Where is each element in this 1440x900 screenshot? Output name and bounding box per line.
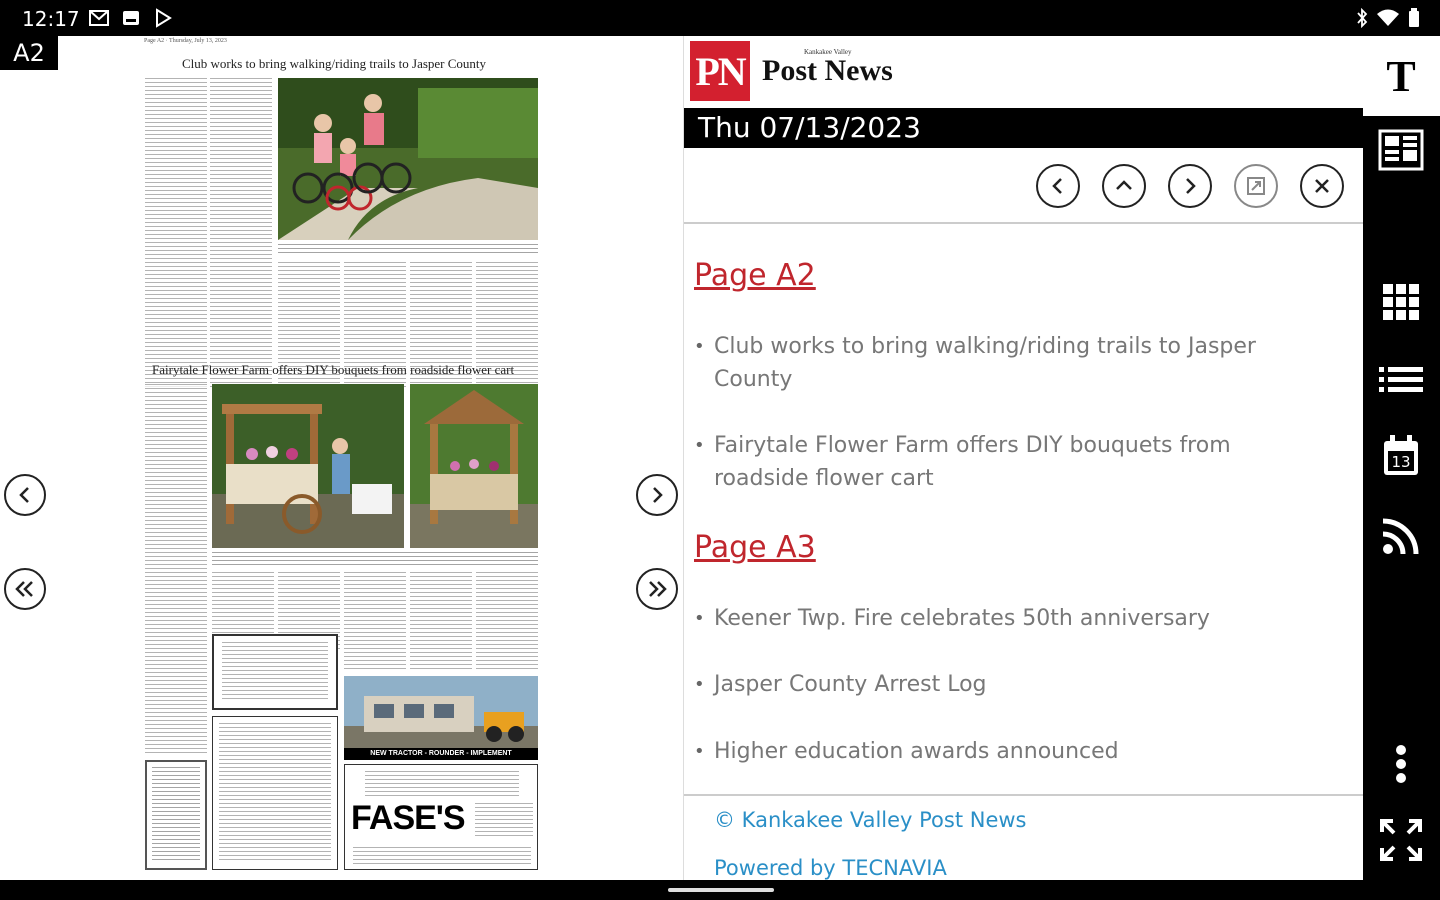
- article-text-column: [210, 78, 272, 390]
- photo-flower-cart-woman[interactable]: [212, 384, 404, 548]
- article-text-column: [145, 384, 207, 754]
- text-size-button[interactable]: [1377, 50, 1425, 102]
- toc-article-link[interactable]: • Club works to bring walking/riding trails to Jasper County: [714, 330, 1314, 396]
- more-vert-icon: [1395, 744, 1407, 784]
- image-icon: [120, 8, 142, 28]
- toc-article-link[interactable]: • Keener Twp. Fire celebrates 50th anniversary: [714, 602, 1314, 635]
- fullscreen-icon: [1379, 818, 1423, 862]
- resize-icon: [1245, 175, 1267, 197]
- newspaper-headline-flower-farm[interactable]: Fairytale Flower Farm offers DIY bouquets from roadside flower cart: [152, 362, 515, 377]
- next-page-button[interactable]: [636, 474, 678, 516]
- previous-icon: [1048, 176, 1068, 196]
- calendar-button[interactable]: [1377, 432, 1425, 480]
- calendar-day: 13: [1391, 453, 1411, 471]
- up-button[interactable]: [1102, 164, 1146, 208]
- ad-banner: NEW TRACTOR - ROUNDER - IMPLEMENT: [344, 748, 538, 760]
- photo-caption: [212, 552, 538, 566]
- close-icon: [1312, 176, 1332, 196]
- right-rail: [1363, 36, 1440, 880]
- clock: 12:17: [22, 7, 80, 31]
- article-text-column: [145, 78, 207, 390]
- photo-caption: [278, 244, 538, 256]
- calendar-icon: [1381, 433, 1421, 479]
- newspaper-headline-trails[interactable]: Club works to bring walking/riding trails to Jasper County: [182, 56, 487, 71]
- ad-notice-box[interactable]: [212, 716, 338, 870]
- last-page-button[interactable]: [636, 568, 678, 610]
- double-chevron-left-icon: [13, 579, 37, 599]
- powered-by-link[interactable]: Powered by TECNAVIA: [714, 856, 947, 880]
- ad-fases[interactable]: [344, 764, 538, 870]
- newspaper-view-icon: [1378, 127, 1424, 173]
- edition-date: Thu 07/13/2023: [684, 108, 1364, 148]
- logo-mark: PN: [690, 41, 750, 101]
- toc-article-link[interactable]: • Higher education awards announced: [714, 735, 1314, 768]
- photo-dealership[interactable]: [344, 676, 538, 748]
- list-icon: [1379, 365, 1423, 395]
- previous-button[interactable]: [1036, 164, 1080, 208]
- text-size-icon: T: [1386, 51, 1416, 101]
- home-gesture-handle[interactable]: [668, 888, 774, 892]
- table-of-contents-panel: [683, 36, 1363, 880]
- ad-service-box[interactable]: [212, 634, 338, 710]
- copyright-link[interactable]: © Kankakee Valley Post News: [714, 808, 1027, 832]
- toc-page-link[interactable]: Page A3: [694, 530, 816, 565]
- ad-small-box[interactable]: [145, 760, 207, 870]
- chevron-left-icon: [15, 485, 35, 505]
- battery-icon: [1408, 8, 1420, 33]
- photo-family-biking[interactable]: [278, 78, 538, 240]
- fullscreen-button[interactable]: [1377, 816, 1425, 864]
- page-badge: A2: [0, 36, 58, 70]
- chevron-right-icon: [647, 485, 667, 505]
- ad-fases-logo: FASE'S: [351, 799, 465, 837]
- bluetooth-icon: [1356, 8, 1368, 33]
- panel-footer: [684, 794, 1364, 880]
- page-view-button[interactable]: [1377, 126, 1425, 174]
- previous-page-button[interactable]: [4, 474, 46, 516]
- status-bar: [0, 0, 1440, 36]
- toc-article-link[interactable]: • Fairytale Flower Farm offers DIY bouquets from roadside flower cart: [714, 429, 1314, 495]
- article-toolbar: [684, 148, 1364, 224]
- rss-icon: [1381, 516, 1421, 556]
- toc-article-link[interactable]: • Jasper County Arrest Log: [714, 668, 1314, 701]
- next-button[interactable]: [1168, 164, 1212, 208]
- grid-view-button[interactable]: [1377, 278, 1425, 326]
- more-options-button[interactable]: [1377, 740, 1425, 788]
- article-text-column: [476, 572, 538, 672]
- resize-button[interactable]: [1234, 164, 1278, 208]
- logo-subtitle: Kankakee Valley: [804, 48, 852, 56]
- system-navigation-bar: [0, 880, 1440, 900]
- photo-flower-cart[interactable]: [410, 384, 538, 548]
- wifi-icon: [1376, 8, 1400, 33]
- close-button[interactable]: [1300, 164, 1344, 208]
- publication-logo: [690, 40, 893, 102]
- list-view-button[interactable]: [1377, 356, 1425, 404]
- double-chevron-right-icon: [645, 579, 669, 599]
- next-icon: [1180, 176, 1200, 196]
- rss-button[interactable]: [1377, 512, 1425, 560]
- grid-icon: [1381, 282, 1421, 322]
- article-text-column: [410, 572, 472, 672]
- first-page-button[interactable]: [4, 568, 46, 610]
- article-text-column: [344, 572, 406, 672]
- toc-page-link[interactable]: Page A2: [694, 258, 816, 293]
- newspaper-page[interactable]: [140, 38, 542, 870]
- up-icon: [1114, 176, 1134, 196]
- newspaper-page-header: Page A2 · Thursday, July 13, 2023: [144, 38, 227, 44]
- publication-name: Post News: [762, 54, 893, 87]
- play-store-icon: [152, 8, 174, 28]
- mail-icon: [88, 8, 110, 28]
